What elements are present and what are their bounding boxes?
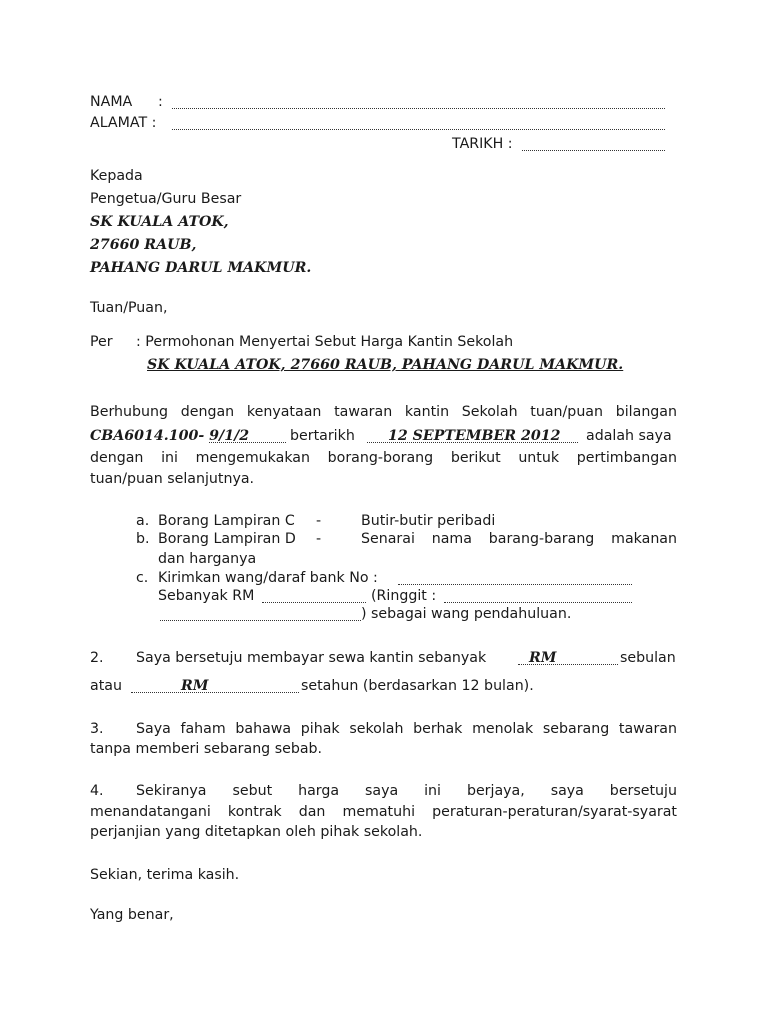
adalah-saya-text: adalah saya <box>586 428 672 444</box>
list-item-a-marker: a. <box>136 513 150 529</box>
paragraph2-number: 2. <box>90 650 104 666</box>
bertarikh-text: bertarikh <box>290 428 355 444</box>
list-item-b-desc-cont: dan harganya <box>158 551 257 567</box>
list-item-c-label: Kirimkan wang/daraf bank No : <box>158 570 378 586</box>
list-item-a-dash: - <box>316 513 322 529</box>
yearly-rm-label: RM <box>181 678 209 694</box>
sebulan-text: sebulan <box>620 650 676 666</box>
list-item-b-desc: Senarai nama barang-barang makanan <box>361 531 677 547</box>
subject-text: : Permohonan Menyertai Sebut Harga Kantin Sekolah <box>136 334 514 350</box>
yearly-rent-line[interactable] <box>131 692 299 693</box>
list-item-c-marker: c. <box>136 570 149 586</box>
atau-text: atau <box>90 678 122 694</box>
deposit-amount-line[interactable] <box>262 602 366 603</box>
paragraph2-text: Saya bersetuju membayar sewa kantin sebanyak <box>136 650 487 666</box>
closing-sign-off: Yang benar, <box>90 907 174 923</box>
paragraph4-line2: menandatangani kontrak dan mematuhi peraturan-peraturan/syarat-syarat <box>90 804 677 820</box>
paragraph3-line2: tanpa memberi sebarang sebab. <box>90 741 323 757</box>
recipient-title: Pengetua/Guru Besar <box>90 191 242 207</box>
nama-field-line[interactable] <box>172 108 665 109</box>
list-item-a-label: Borang Lampiran C <box>158 513 295 529</box>
list-item-b-marker: b. <box>136 531 150 547</box>
paragraph4-number: 4. <box>90 783 104 799</box>
paragraph1-line3: dengan ini mengemukakan borang-borang berikut untuk pertimbangan <box>90 450 677 466</box>
nama-label: NAMA <box>90 94 133 110</box>
reference-number: CBA6014.100- 9/1/2 <box>90 428 250 444</box>
paragraph4-line3: perjanjian yang ditetapkan oleh pihak sekolah. <box>90 824 423 840</box>
reference-number-line <box>209 442 286 443</box>
nama-colon: : <box>158 94 163 110</box>
subject-school-line: SK KUALA ATOK, 27660 RAUB, PAHANG DARUL MAKMUR. <box>147 357 624 373</box>
paragraph1-line4: tuan/puan selanjutnya. <box>90 471 255 487</box>
tarikh-label: TARIKH : <box>452 136 513 152</box>
recipient-state: PAHANG DARUL MAKMUR. <box>90 260 312 276</box>
sebanyak-rm-label: Sebanyak RM <box>158 588 255 604</box>
recipient-postcode: 27660 RAUB, <box>90 237 197 253</box>
bank-draft-number-line[interactable] <box>398 584 632 585</box>
deposit-suffix: ) sebagai wang pendahuluan. <box>361 606 572 622</box>
advert-date: 12 SEPTEMBER 2012 <box>388 428 561 444</box>
paragraph4-line1: Sekiranya sebut harga saya ini berjaya, saya bersetuju <box>136 783 677 799</box>
paragraph3-line1: Saya faham bahawa pihak sekolah berhak menolak sebarang tawaran <box>136 721 677 737</box>
paragraph3-number: 3. <box>90 721 104 737</box>
list-item-a-desc: Butir-butir peribadi <box>361 513 496 529</box>
alamat-label: ALAMAT : <box>90 115 157 131</box>
closing-thanks: Sekian, terima kasih. <box>90 867 240 883</box>
ringgit-words-line-2[interactable] <box>160 620 361 621</box>
tarikh-field-line[interactable] <box>522 150 665 151</box>
setahun-text: setahun (berdasarkan 12 bulan). <box>301 678 534 694</box>
alamat-field-line[interactable] <box>172 129 665 130</box>
kepada-text: Kepada <box>90 168 143 184</box>
list-item-b-dash: - <box>316 531 322 547</box>
recipient-school: SK KUALA ATOK, <box>90 214 229 230</box>
monthly-rm-label: RM <box>529 650 557 666</box>
salutation: Tuan/Puan, <box>90 300 168 316</box>
paragraph1-line1: Berhubung dengan kenyataan tawaran kantin Sekolah tuan/puan bilangan <box>90 404 677 420</box>
ringgit-label: (Ringgit : <box>371 588 437 604</box>
subject-label: Per <box>90 334 113 350</box>
ringgit-words-line[interactable] <box>444 602 632 603</box>
list-item-b-label: Borang Lampiran D <box>158 531 296 547</box>
